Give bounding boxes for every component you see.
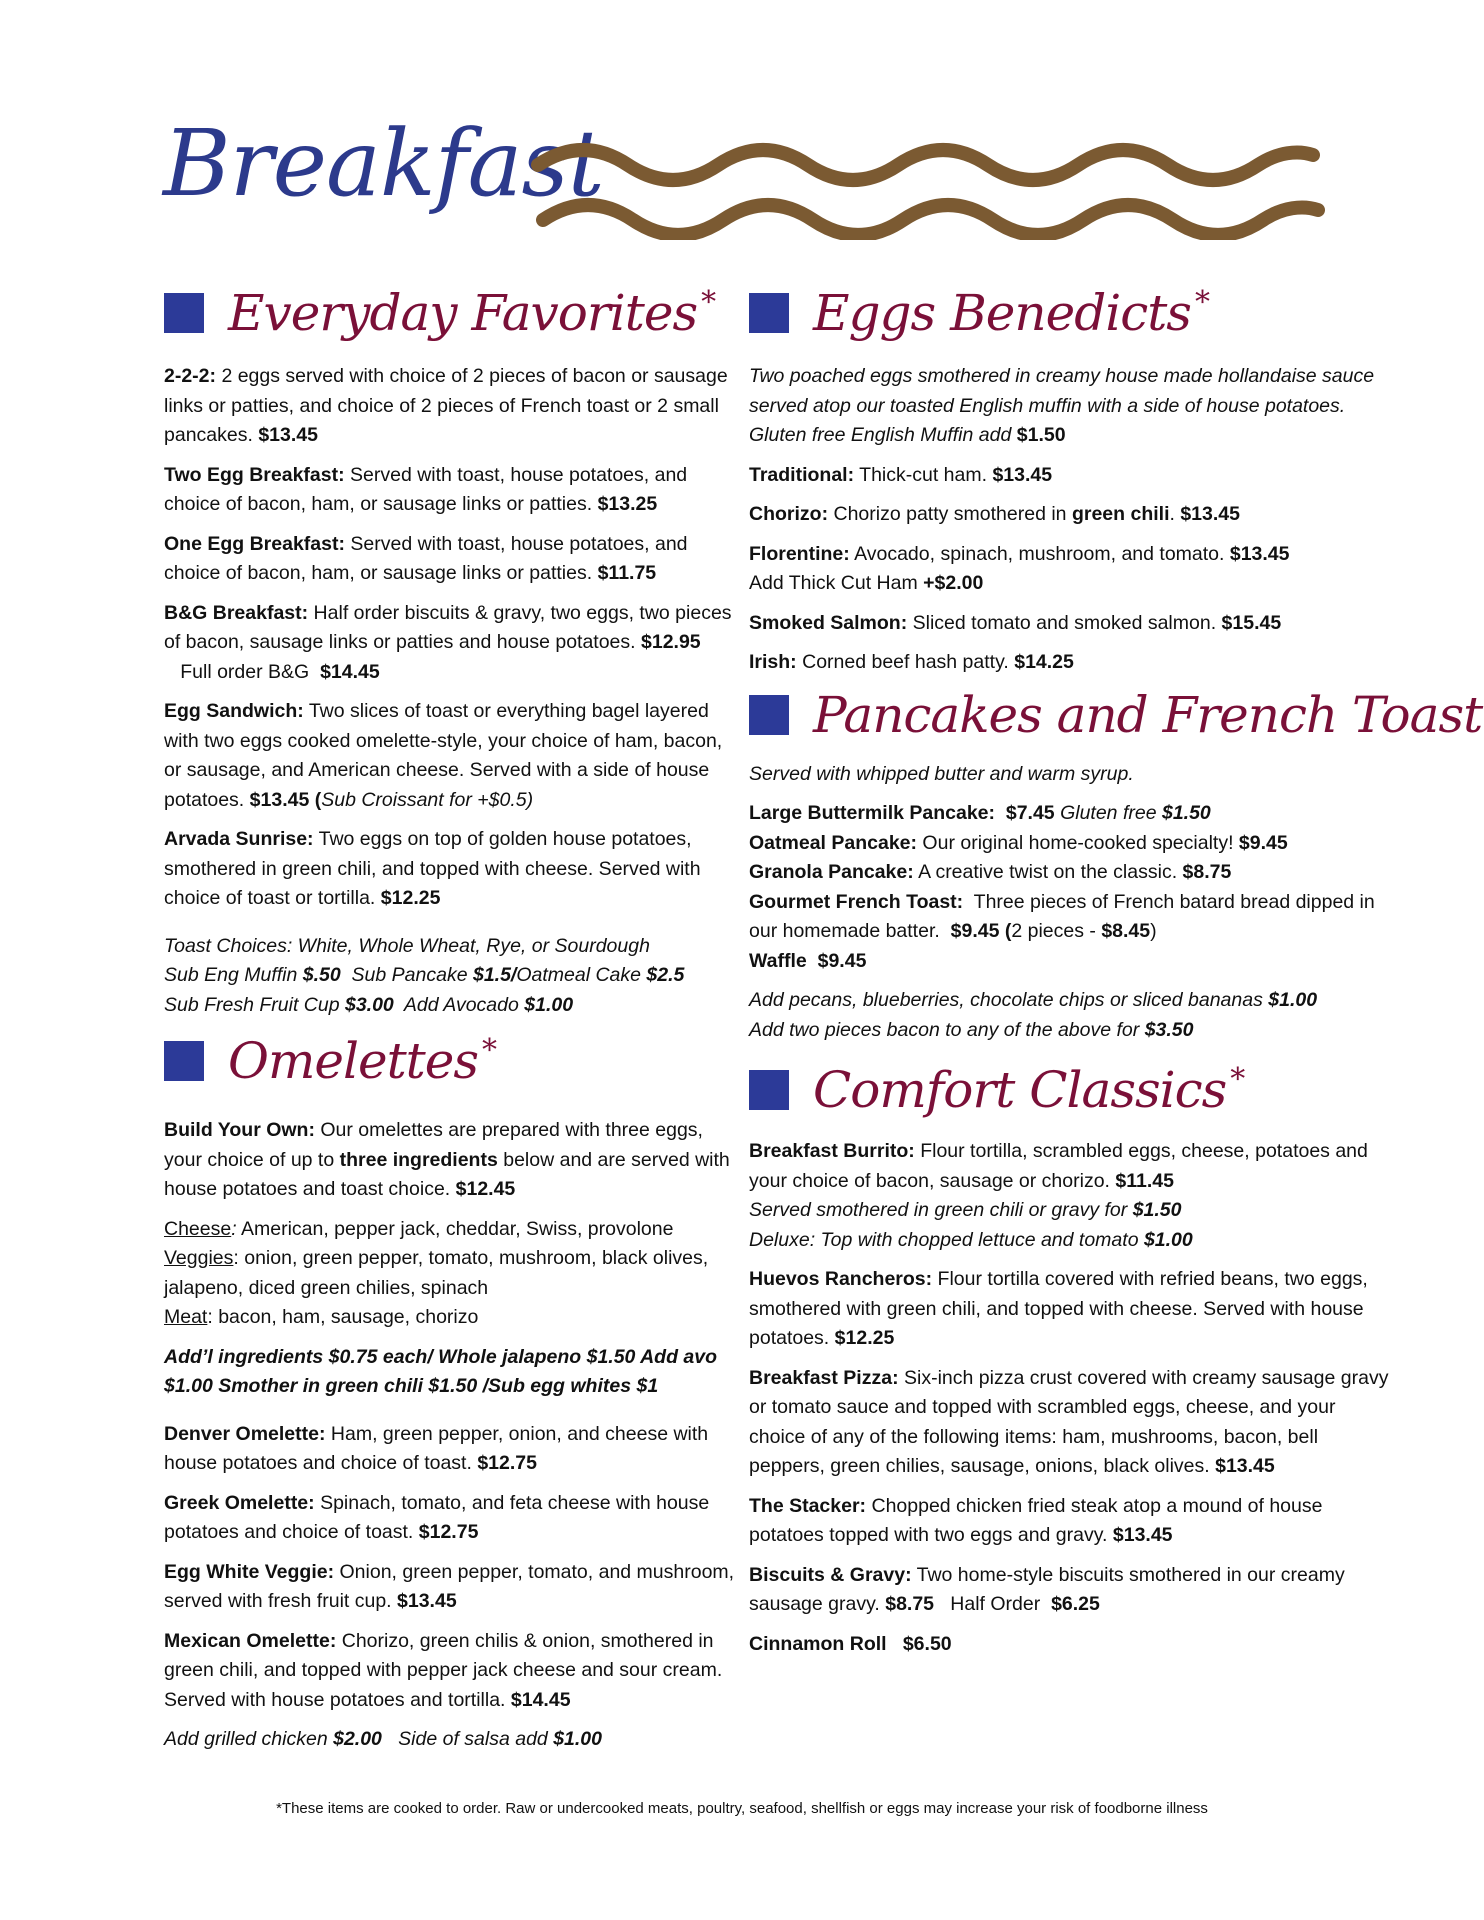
section-bullet-icon xyxy=(749,293,789,333)
section-title: Omelettes * xyxy=(228,1032,497,1090)
left-column xyxy=(164,278,744,1765)
ingredients-list: Cheese: American, pepper jack, cheddar, Swiss, provolone Veggies: onion, green pepper, tomato, mushroom, black olives, jalapeno, diced green chilies, spinach Meat: bacon, ham, sausage, chorizo xyxy=(164,1217,709,1328)
section-bullet-icon xyxy=(164,293,204,333)
menu-item: Egg Sandwich: Two slices of toast or everything bagel layered with two eggs cooked omelette-style, your choice of ham, bacon, or sausage, and American cheese. Served with a side of house potatoes. $13.45 (Sub Croissant for +$0.5) xyxy=(164,700,723,811)
menu-item: B&G Breakfast: Half order biscuits & gravy, two eggs, two pieces of bacon, sausage links or patties and house potatoes. $12.95 Full order B&G $14.45 xyxy=(164,601,732,683)
menu-item: Denver Omelette: Ham, green pepper, onion, and cheese with house potatoes and choice of toast. $12.75 xyxy=(164,1422,709,1474)
everyday-favorites-header xyxy=(164,278,744,348)
menu-item: The Stacker: Chopped chicken fried steak atop a mound of house potatoes topped with two eggs and gravy. $13.45 xyxy=(749,1494,1323,1546)
menu-item: Breakfast Pizza: Six-inch pizza crust covered with creamy sausage gravy or tomato sauce and topped with scrambled eggs, cheese, and your choice of any of the following items: ham, mushrooms, bacon, bell peppers, green chilies, sausage, onions, black olives. $13.45 xyxy=(749,1366,1389,1477)
eggs-benedicts-header xyxy=(749,278,1389,348)
menu-item: Greek Omelette: Spinach, tomato, and feta cheese with house potatoes and choice of toast. $12.75 xyxy=(164,1491,710,1543)
pancake-items: Large Buttermilk Pancake: $7.45 Gluten free $1.50 Oatmeal Pancake: Our original home-cooked specialty! $9.45 Granola Pancake: A creative twist on the classic. $8.75 Gourmet French Toast: Three pieces of French batard bread dipped in our homemade batter. $9.45 (2 pieces - $8.45) Waffle $9.45 xyxy=(749,802,1381,972)
section-title: Eggs Benedicts * xyxy=(813,284,1209,342)
menu-item: Traditional: Thick-cut ham. $13.45 xyxy=(749,463,1053,486)
omelettes-header xyxy=(164,1026,744,1096)
menu-item: Biscuits & Gravy: Two home-style biscuits smothered in our creamy sausage gravy. $8.75 Half Order $6.25 xyxy=(749,1563,1345,1615)
pancake-addons-note: Add pecans, blueberries, chocolate chips or sliced bananas $1.00 Add two pieces bacon to any of the above for $3.50 xyxy=(749,989,1318,1041)
menu-item: Chorizo: Chorizo patty smothered in green chili. $13.45 xyxy=(749,503,1240,525)
menu-item: Egg White Veggie: Onion, green pepper, tomato, and mushroom, served with fresh fruit cup. $13.45 xyxy=(164,1560,735,1612)
menu-item: Smoked Salmon: Sliced tomato and smoked salmon. $15.45 xyxy=(749,611,1282,634)
menu-item: One Egg Breakfast: Served with toast, house potatoes, and choice of bacon, ham, or sausage links or patties. $11.75 xyxy=(164,532,688,584)
right-column xyxy=(749,278,1483,1669)
menu-item: Breakfast Burrito: Flour tortilla, scrambled eggs, cheese, potatoes and your choice of bacon, sausage or chorizo. $11.45 Served smothered in green chili or gravy for $1.50 Deluxe: Top with chopped lettuce and tomato $1.00 xyxy=(749,1140,1368,1251)
toast-choices-note: Toast Choices: White, Whole Wheat, Rye, or Sourdough Sub Eng Muffin $.50 Sub Pancake $1.5/Oatmeal Cake $2.5 Sub Fresh Fruit Cup $3.00 Add Avocado $1.00 xyxy=(164,934,685,1016)
menu-item: Build Your Own: Our omelettes are prepared with three eggs, your choice of up to three ingredients below and are served with house potatoes and toast choice. $12.45 xyxy=(164,1119,730,1200)
section-title: Everyday Favorites * xyxy=(228,284,716,342)
menu-item: Florentine: Avocado, spinach, mushroom, and tomato. $13.45 Add Thick Cut Ham +$2.00 xyxy=(749,542,1290,594)
additional-ingredients-note: Add’l ingredients $0.75 each/ Whole jalapeno $1.50 Add avo $1.00 Smother in green chili $1.50 /Sub egg whites $1 xyxy=(164,1345,718,1397)
pancakes-header xyxy=(749,680,1483,750)
page-title: Breakfast xyxy=(163,110,604,217)
section-bullet-icon xyxy=(164,1041,204,1081)
pancakes-intro: Served with whipped butter and warm syrup. xyxy=(749,762,1134,785)
menu-item: Arvada Sunrise: Two eggs on top of golden house potatoes, smothered in green chili, and topped with cheese. Served with choice of toast or tortilla. $12.25 xyxy=(164,828,701,909)
menu-item: 2-2-2: 2 eggs served with choice of 2 pieces of bacon or sausage links or patties, and choice of 2 pieces of French toast or 2 small pancakes. $13.45 xyxy=(164,365,728,446)
menu-item: Mexican Omelette: Chorizo, green chilis & onion, smothered in green chili, and topped with pepper jack cheese and sour cream. Served with house potatoes and tortilla. $14.45 xyxy=(164,1629,723,1711)
section-bullet-icon xyxy=(749,695,789,735)
menu-item: Huevos Rancheros: Flour tortilla covered with refried beans, two eggs, smothered with green chili, and topped with cheese. Served with house potatoes. $12.25 xyxy=(749,1268,1368,1349)
decorative-waves xyxy=(528,140,1328,240)
menu-item: Irish: Corned beef hash patty. $14.25 xyxy=(749,651,1074,673)
section-bullet-icon xyxy=(749,1070,789,1110)
gluten-free-note: Gluten free English Muffin add $1.50 xyxy=(749,424,1066,446)
section-title: Pancakes and French Toast xyxy=(813,685,1483,744)
omelette-addons-note: Add grilled chicken $2.00 Side of salsa add $1.00 xyxy=(164,1728,602,1750)
menu-item: Cinnamon Roll $6.50 xyxy=(749,1632,952,1655)
comfort-classics-header xyxy=(749,1055,1389,1125)
benedicts-intro: Two poached eggs smothered in creamy house made hollandaise sauce served atop our toasted English muffin with a side of house potatoes. xyxy=(749,365,1375,417)
footer-disclaimer: *These items are cooked to order. Raw or undercooked meats, poultry, seafood, shellfish or eggs may increase your risk of foodborne illness xyxy=(276,1800,1208,1817)
section-title: Comfort Classics * xyxy=(813,1061,1245,1119)
menu-item: Two Egg Breakfast: Served with toast, house potatoes, and choice of bacon, ham, or sausage links or patties. $13.25 xyxy=(164,463,688,515)
